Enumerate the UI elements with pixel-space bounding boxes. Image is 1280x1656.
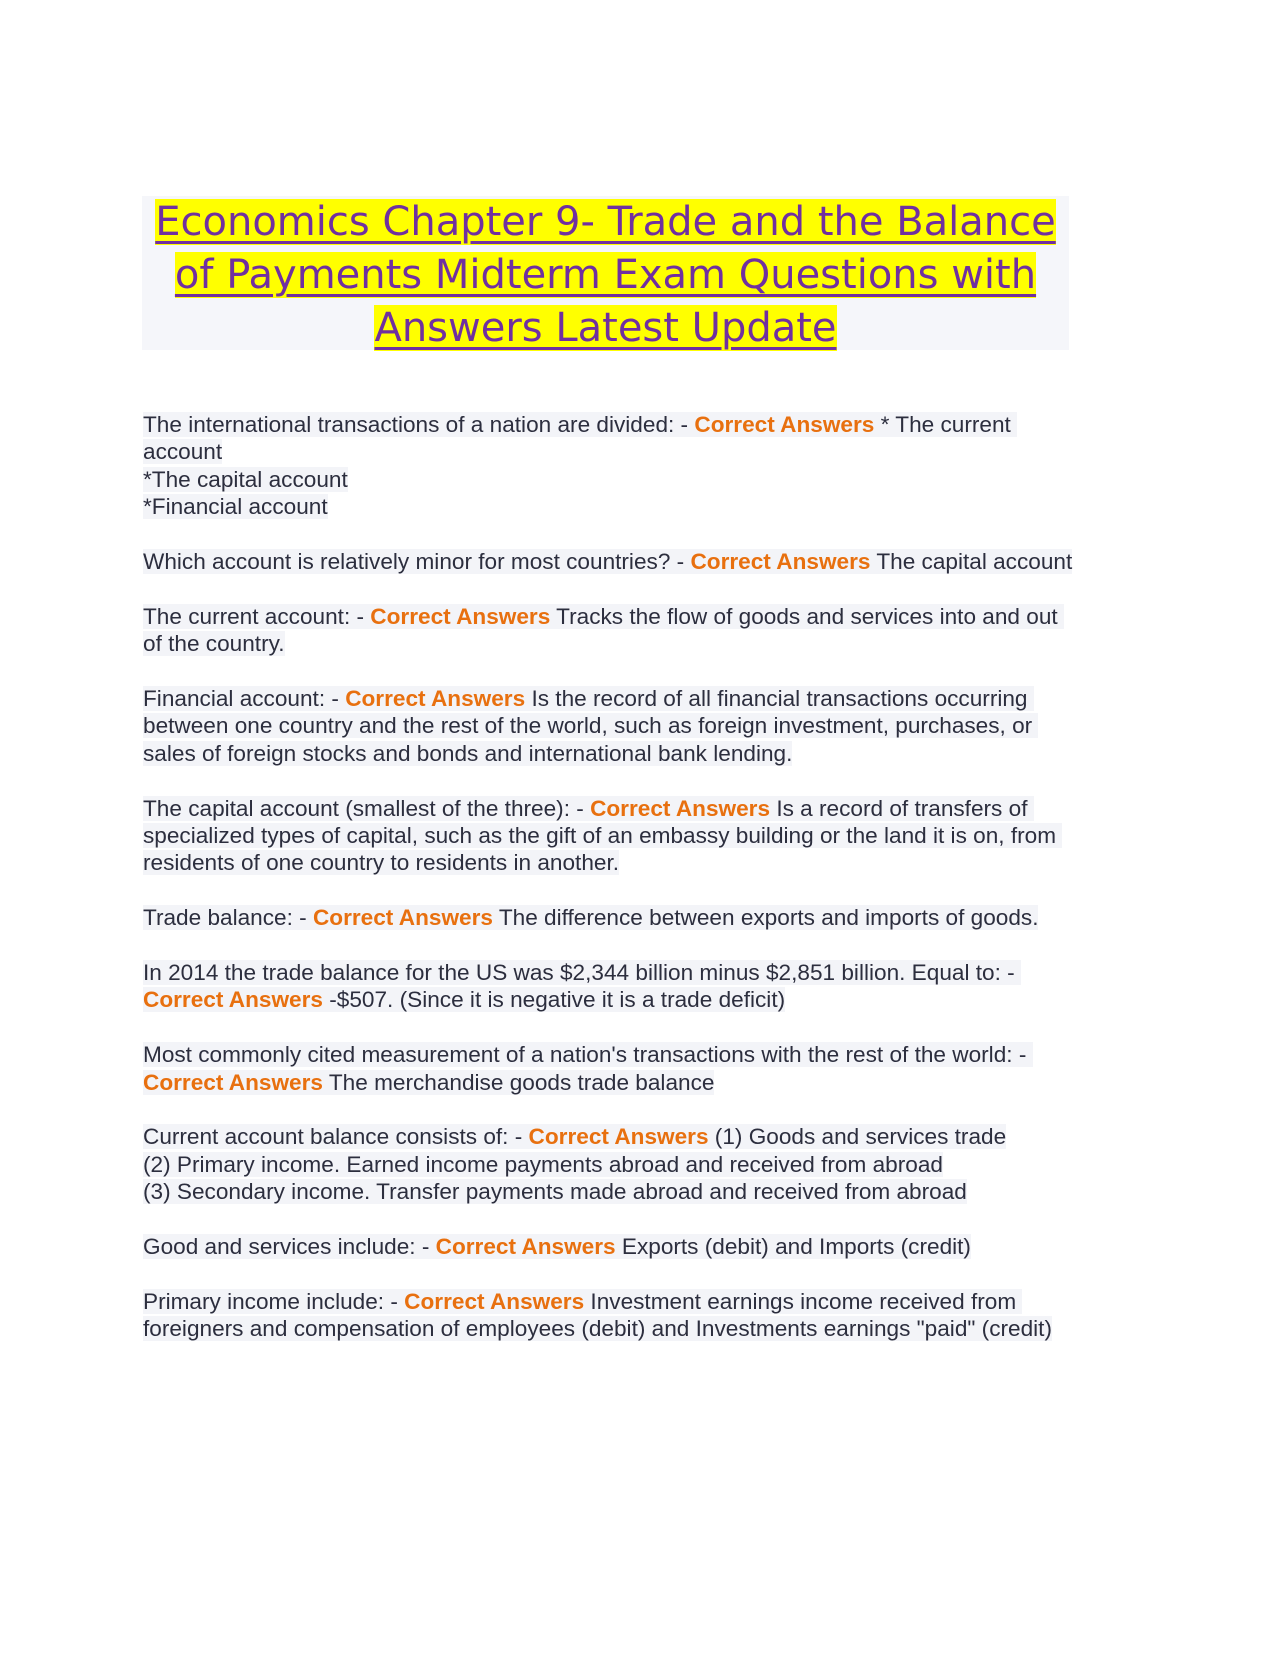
- qa-item: [143, 1041, 1073, 1096]
- answer-text: -$507. (Since it is negative it is a trade deficit): [322, 987, 786, 1013]
- answer-text: The merchandise goods trade balance: [322, 1069, 715, 1095]
- qa-item: [143, 795, 1073, 877]
- qa-list: [143, 411, 1073, 1370]
- correct-answers-label: Correct Answers: [404, 1288, 585, 1314]
- question-text: The capital account (smallest of the three): -: [143, 795, 591, 821]
- answer-text: Tracks the flow of goods and services into and out of the country.: [143, 603, 1064, 657]
- qa-item: [143, 1288, 1073, 1343]
- qa-item: [143, 603, 1073, 658]
- qa-item: [143, 904, 1073, 931]
- correct-answers-label: Correct Answers: [590, 795, 771, 821]
- question-text: Which account is relatively minor for most countries? -: [143, 549, 691, 575]
- correct-answers-label: Correct Answers: [143, 987, 323, 1013]
- answer-text: Is the record of all financial transactions occurring between one country and the rest of the world, such as foreign investment, purchases, or sales of foreign stocks and bonds and international bank lending.: [143, 686, 1039, 766]
- title-block: [142, 196, 1069, 350]
- answer-text: The difference between exports and imports of goods.: [492, 905, 1039, 931]
- answer-text: * The current account *The capital account *Financial account: [143, 412, 1017, 519]
- correct-answers-label: Correct Answers: [312, 905, 493, 931]
- question-text: In 2014 the trade balance for the US was $2,344 billion minus $2,851 billion. Equal to: -: [143, 960, 1021, 986]
- qa-item: [143, 685, 1073, 767]
- correct-answers-label: Correct Answers: [528, 1124, 709, 1150]
- qa-item: [143, 548, 1073, 575]
- question-text: Most commonly cited measurement of a nation's transactions with the rest of the world: -: [143, 1042, 1033, 1068]
- correct-answers-label: Correct Answers: [345, 686, 526, 712]
- title-text: Economics Chapter 9- Trade and the Balance of Payments Midterm Exam Questions with Answers Latest Update: [155, 199, 1056, 351]
- question-text: The current account: -: [143, 603, 371, 629]
- question-text: Financial account: -: [143, 686, 346, 712]
- correct-answers-label: Correct Answers: [694, 412, 875, 437]
- question-text: Current account balance consists of: -: [143, 1124, 529, 1150]
- correct-answers-label: Correct Answers: [143, 1069, 323, 1095]
- question-text: Good and services include: -: [143, 1234, 436, 1260]
- question-text: Trade balance: -: [143, 905, 313, 931]
- question-text: Primary income include: -: [143, 1288, 405, 1314]
- qa-item: [143, 1123, 1073, 1205]
- correct-answers-label: Correct Answers: [370, 603, 551, 629]
- answer-text: (1) Goods and services trade (2) Primary income. Earned income payments abroad and received from abroad (3) Secondary income. Transfer payments made abroad and received from abroad: [143, 1124, 1007, 1205]
- correct-answers-label: Correct Answers: [690, 549, 871, 575]
- answer-text: Investment earnings income received from foreigners and compensation of employees (debit) and Investments earnings "paid" (credit): [143, 1288, 1052, 1342]
- correct-answers-label: Correct Answers: [435, 1234, 616, 1260]
- qa-item: [143, 411, 1073, 521]
- qa-item: [143, 1233, 1073, 1260]
- question-text: The international transactions of a nation are divided: -: [143, 412, 695, 437]
- answer-text: Is a record of transfers of specialized types of capital, such as the gift of an embassy building or the land it is on, from residents of one country to residents in another.: [143, 795, 1063, 876]
- answer-text: Exports (debit) and Imports (credit): [615, 1234, 971, 1260]
- document-title: [142, 196, 1069, 355]
- qa-item: [143, 959, 1073, 1014]
- answer-text: The capital account: [870, 549, 1073, 575]
